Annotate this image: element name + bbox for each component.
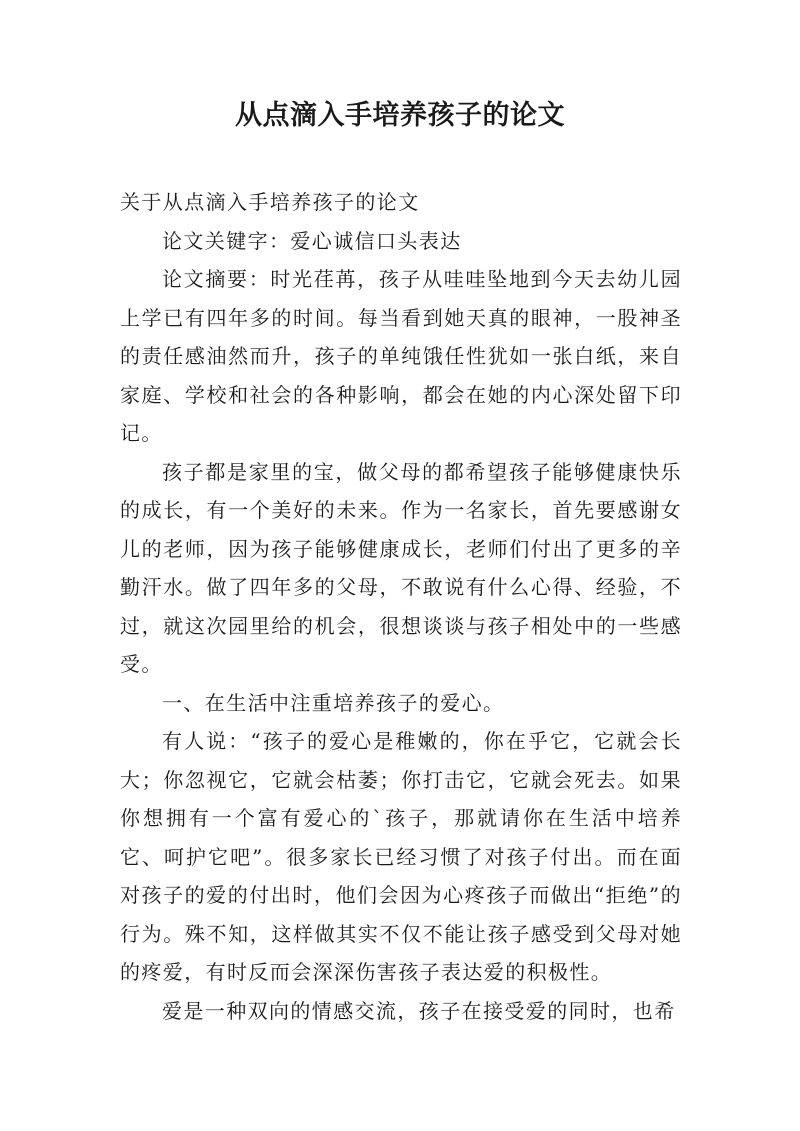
paragraph-keywords: 论文关键字：爱心诚信口头表达 [162, 228, 462, 253]
section-heading-1: 一、在生活中注重培养孩子的爱心。 [162, 690, 505, 715]
paragraph-abstract: 论文摘要：时光荏苒，孩子从哇哇坠地到今天去幼儿园上学已有四年多的时间。每当看到她天真的眼神，一股神圣的责任感油然而升，孩子的单纯饿任性犹如一张白纸，来自家庭、学校和社会的各种影响，都会在她的内心深处留下印记。 [120, 267, 682, 445]
paragraph-love-quote: 有人说：“孩子的爱心是稚嫩的，你在乎它，它就会长大；你忽视它，它就会枯萎；你打击它，它就会死去。如果你想拥有一个富有爱心的`孩子，那就请你在生活中培养它、呵护它吧”。很多家长已经习惯了对孩子付出。而在面对孩子的爱的付出时，他们会因为心疼孩子而做出“拒绝”的行为。殊不知，这样做其实不仅不能让孩子感受到父母对她的疼爱，有时反而会深深伤害孩子表达爱的积极性。 [120, 729, 682, 984]
document-title: 从点滴入手培养孩子的论文 [235, 100, 565, 131]
paragraph-subtitle: 关于从点滴入手培养孩子的论文 [120, 190, 420, 214]
document-body [120, 183, 682, 1030]
paragraph-love-exchange: 爱是一种双向的情感交流，孩子在接受爱的同时，也希 [162, 998, 676, 1023]
paragraph-intro: 孩子都是家里的宝，做父母的都希望孩子能够健康快乐的成长，有一个美好的未来。作为一名家长，首先要感谢女儿的老师，因为孩子能够健康成长，老师们付出了更多的辛勤汗水。做了四年多的父母，不敢说有什么心得、经验，不过，就这次园里给的机会，很想谈谈与孩子相处中的一些感受。 [120, 459, 682, 676]
